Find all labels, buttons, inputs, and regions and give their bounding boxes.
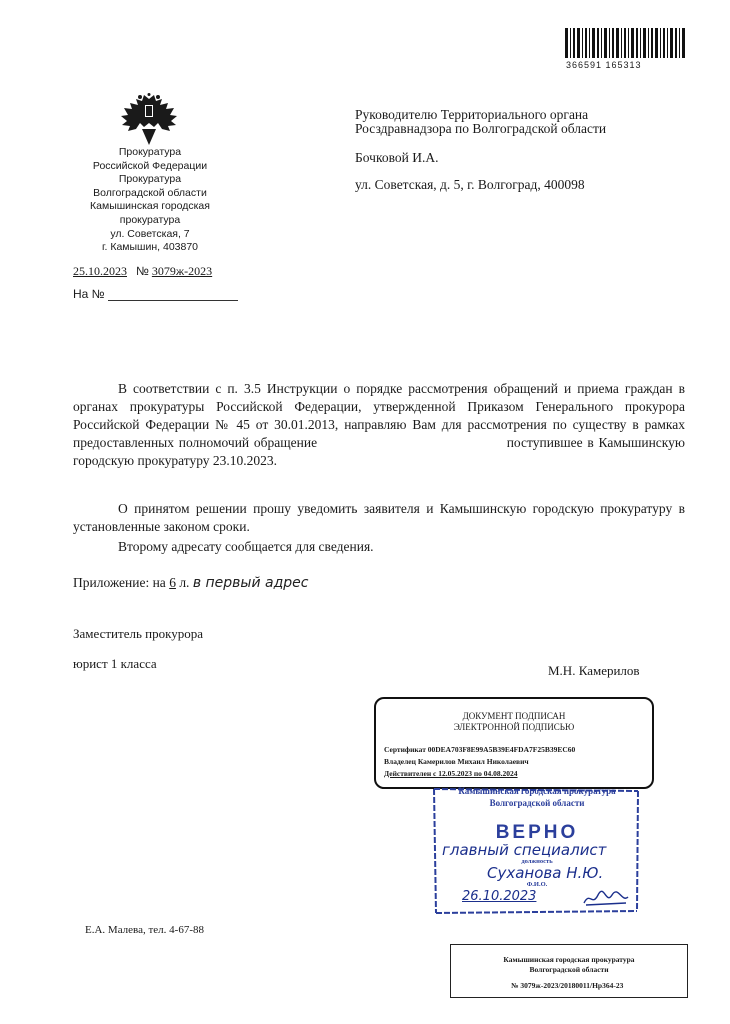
signer-rank: юрист 1 класса (73, 656, 157, 671)
esig-title (376, 711, 652, 733)
addressee-name: Бочковой И.А. (355, 150, 439, 165)
reference-label: На № (73, 287, 105, 301)
electronic-signature-box (374, 697, 654, 789)
stamp-org-line1: Камышинская городская прокуратура (458, 786, 616, 796)
esig-title-line2: ЭЛЕКТРОННОЙ ПОДПИСЬЮ (453, 722, 575, 732)
sender-org-block (60, 146, 240, 255)
stamp-date-handwritten: 26.10.2023 (462, 889, 537, 904)
attachment-handwritten-note: в первый адрес (192, 575, 309, 591)
stamp-org-line2: Волгоградской области (489, 798, 585, 808)
esig-validity: Действителен с 12.05.2023 по 04.08.2024 (384, 769, 518, 778)
reference-line (73, 287, 238, 301)
attachment-label: Приложение: на (73, 575, 166, 590)
certification-stamp (432, 785, 642, 917)
body-paragraph-3: Второму адресату сообщается для сведения. (118, 539, 374, 554)
outgoing-number: 3079ж-2023 (151, 264, 213, 278)
sender-line: Российской Федерации (92, 159, 208, 172)
stamp-position-label: должность (521, 858, 553, 865)
body-paragraph-1: В соответствии с п. 3.5 Инструкции о порядке рассмотрения обращений и приема граждан в органах прокуратуры Российской Федерации, утвержденной Приказом Генерального прокурора Российской Федерации № 45 от 30.01.2013, направляю Вам для рассмотрения по существу в рамках предоставленных полномочий обращение поступившее в Камышинскую городскую прокуратуру 23.10.2023. (73, 381, 689, 468)
outgoing-date: 25.10.2023 (73, 264, 127, 278)
addressee-line2: Росздравнадзора по Волгоградской области (355, 121, 607, 136)
stamp-org (432, 785, 642, 809)
registration-stamp (450, 944, 688, 998)
number-prefix: № (136, 264, 149, 278)
sender-line: прокуратура (119, 213, 181, 226)
attachment-unit: л. (179, 575, 190, 590)
esig-certificate: Сертификат 00DEA703F8E99A5B39E4FDA7F25B39EC60 (384, 745, 576, 754)
attachment-line (73, 575, 308, 591)
double-headed-eagle-emblem-icon (118, 93, 180, 147)
sender-line: Волгоградской области (93, 186, 207, 199)
stamp-name-label: Ф.И.О. (526, 881, 548, 888)
sender-line: Камышинская городская (90, 200, 210, 213)
esig-title-line1: ДОКУМЕНТ ПОДПИСАН (462, 711, 566, 721)
reg-number: № 3079ж-2023/20180011/Нр364-23 (511, 981, 624, 990)
stamp-name-handwritten: Суханова Н.Ю. (487, 864, 604, 882)
reg-org-line1: Камышинская городская прокуратура (503, 955, 635, 964)
reference-blank (108, 289, 238, 301)
sender-line: Прокуратура (118, 146, 182, 158)
signer-name: М.Н. Камерилов (548, 663, 640, 678)
stamp-position-handwritten: главный специалист (442, 841, 607, 859)
executor-contact: Е.А. Малева, тел. 4-67-88 (85, 924, 204, 936)
attachment-pages: 6 (169, 575, 176, 590)
reg-org-line2: Волгоградской области (529, 965, 609, 974)
outgoing-date-number (73, 264, 212, 279)
addressee-line1: Руководителю Территориального органа (355, 107, 589, 122)
barcode (565, 28, 685, 64)
stamp-signature-icon (582, 889, 630, 909)
addressee-address: ул. Советская, д. 5, г. Волгоград, 400098 (355, 177, 585, 192)
reg-org (451, 955, 687, 975)
esig-owner: Владелец Камерилов Михаил Николаевич (384, 757, 529, 766)
sender-line: ул. Советская, 7 (110, 227, 190, 240)
barcode-number: 366591 165313 (566, 60, 642, 70)
body-paragraph-2: О принятом решении прошу уведомить заявителя и Камышинскую городскую прокуратуру в установленные законом сроки. (73, 501, 685, 534)
sender-line: г. Камышин, 403870 (101, 241, 199, 254)
stamp-verno: ВЕРНО (495, 822, 579, 843)
signer-position: Заместитель прокурора (73, 626, 203, 641)
sender-line: Прокуратура (118, 173, 182, 186)
